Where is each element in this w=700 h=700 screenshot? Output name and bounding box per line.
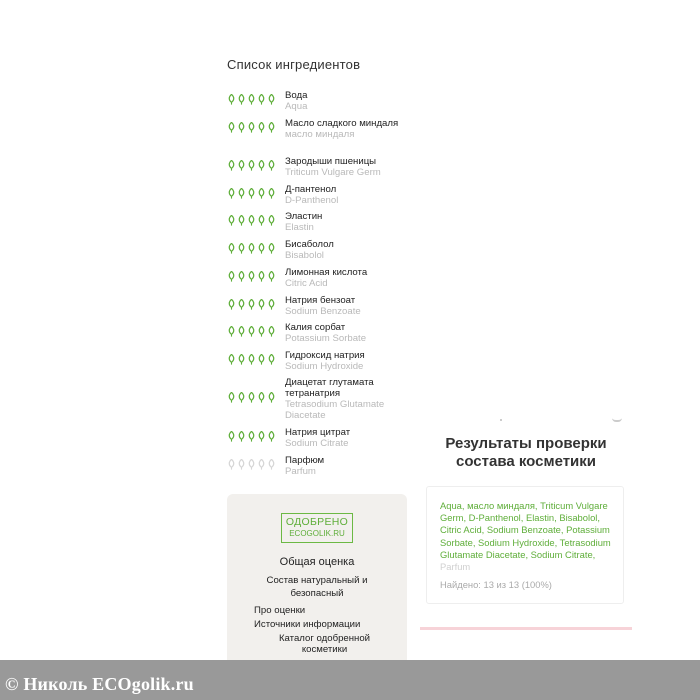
leaf-icon (227, 271, 236, 282)
ingredient-latin-name: Triticum Vulgare Germ (285, 167, 381, 178)
leaf-icon (257, 271, 266, 282)
ingredient-name: Зародыши пшеницы (285, 156, 377, 167)
ingredients-title: Список ингредиентов (227, 57, 361, 72)
leaf-icon (227, 243, 236, 254)
leaf-icon (227, 94, 236, 105)
safety-rating (227, 392, 276, 403)
leaf-icon (267, 354, 276, 365)
leaf-icon (247, 271, 256, 282)
ingredient-name: Парфюм (285, 455, 325, 466)
results-unmatched-ingredient: Parfum (440, 561, 471, 573)
ingredient-latin-name: Elastin (285, 222, 314, 233)
safety-rating (227, 215, 276, 226)
safety-rating (227, 243, 276, 254)
ingredient-names (285, 118, 415, 140)
leaf-icon (227, 215, 236, 226)
leaf-icon (237, 392, 246, 403)
safety-rating (227, 431, 276, 442)
leaf-icon (227, 122, 236, 133)
leaf-icon (267, 271, 276, 282)
leaf-icon (267, 215, 276, 226)
leaf-icon (267, 122, 276, 133)
leaf-icon (257, 431, 266, 442)
information-sources-link[interactable]: Источники информации (254, 619, 361, 630)
leaf-icon (237, 299, 246, 310)
overall-rating-title: Общая оценка (279, 556, 355, 568)
ingredient-names (285, 211, 415, 233)
ingredient-name: Диацетат глутамата тетранатрия (285, 377, 374, 399)
leaf-icon (247, 326, 256, 337)
leaf-icon (237, 94, 246, 105)
leaf-icon (247, 160, 256, 171)
results-title: Результаты проверки состава косметики (445, 435, 607, 470)
watermark-text: © Николь ECOgolik.ru (5, 674, 194, 694)
safety-rating (227, 326, 276, 337)
leaf-icon (247, 188, 256, 199)
leaf-icon (237, 459, 246, 470)
leaf-icon (267, 243, 276, 254)
leaf-icon (267, 160, 276, 171)
results-box (426, 486, 624, 604)
results-divider (420, 627, 632, 630)
ingredient-names (285, 156, 415, 178)
ingredient-latin-name: Parfum (285, 466, 316, 477)
results-matched-ingredients: Aqua, масло миндаля, Triticum Vulgare Germ, D-Panthenol, Elastin, Bisabolol, Citric Acid, Sodium Benzoate, Potassium Sorbate, Sodium Hydroxide, Tetrasodium Glutamate Diacetate, Sodium Citrate, (440, 500, 611, 560)
ingredient-names (285, 377, 415, 421)
ingredient-names (285, 295, 415, 317)
leaf-icon (257, 299, 266, 310)
panel-top-curve (612, 418, 622, 422)
summary-card (227, 494, 407, 670)
ingredient-name: Натрия бензоат (285, 295, 356, 306)
ingredient-name: Калия сорбат (285, 322, 346, 333)
leaf-icon (227, 188, 236, 199)
leaf-icon (247, 459, 256, 470)
leaf-icon (247, 299, 256, 310)
leaf-icon (247, 392, 256, 403)
ingredient-latin-name: масло миндаля (285, 129, 355, 140)
leaf-icon (237, 188, 246, 199)
ingredient-latin-name: Potassium Sorbate (285, 333, 367, 344)
safety-rating (227, 271, 276, 282)
ingredient-name: Д-пантенол (285, 184, 337, 195)
ingredient-names (285, 350, 415, 372)
panel-top-mark (500, 419, 502, 421)
ingredient-name: Лимонная кислота (285, 267, 368, 278)
safety-rating (227, 160, 276, 171)
ingredient-latin-name: Sodium Hydroxide (285, 361, 364, 372)
leaf-icon (237, 271, 246, 282)
leaf-icon (257, 94, 266, 105)
ingredient-name: Гидроксид натрия (285, 350, 365, 361)
leaf-icon (227, 299, 236, 310)
ingredient-names (285, 184, 415, 206)
leaf-icon (247, 431, 256, 442)
leaf-icon (257, 459, 266, 470)
leaf-icon (227, 160, 236, 171)
ingredient-latin-name: Aqua (285, 101, 308, 112)
leaf-icon (247, 94, 256, 105)
leaf-icon (257, 243, 266, 254)
ingredient-names (285, 427, 415, 449)
leaf-icon (267, 392, 276, 403)
ingredient-names (285, 90, 415, 112)
ingredient-latin-name: D-Panthenol (285, 195, 339, 206)
leaf-icon (227, 354, 236, 365)
leaf-icon (257, 392, 266, 403)
leaf-icon (237, 354, 246, 365)
results-found-count: Найдено: 13 из 13 (100%) (440, 579, 552, 590)
leaf-icon (227, 459, 236, 470)
results-panel (420, 425, 632, 635)
leaf-icon (267, 188, 276, 199)
leaf-icon (247, 122, 256, 133)
leaf-icon (257, 122, 266, 133)
safety-rating (227, 188, 276, 199)
leaf-icon (227, 431, 236, 442)
leaf-icon (247, 354, 256, 365)
leaf-icon (227, 326, 236, 337)
ingredient-name: Масло сладкого миндаля (285, 118, 399, 129)
results-ingredients-text (440, 500, 616, 573)
leaf-icon (257, 160, 266, 171)
leaf-icon (267, 299, 276, 310)
ingredient-name: Натрия цитрат (285, 427, 351, 438)
leaf-icon (267, 94, 276, 105)
leaf-icon (267, 459, 276, 470)
ingredient-latin-name: Bisabolol (285, 250, 324, 261)
leaf-icon (237, 243, 246, 254)
leaf-icon (257, 188, 266, 199)
safety-rating (227, 299, 276, 310)
ingredient-name: Вода (285, 90, 308, 101)
safety-rating (227, 459, 276, 470)
badge-subtitle: ECOGOLIK.RU (289, 529, 345, 538)
safety-rating (227, 94, 276, 105)
ingredient-latin-name: Tetrasodium Glutamate Diacetate (285, 399, 385, 421)
ingredient-latin-name: Sodium Benzoate (285, 306, 361, 317)
leaf-icon (257, 326, 266, 337)
overall-rating-text: Состав натуральный и безопасный (266, 575, 368, 599)
leaf-icon (237, 122, 246, 133)
ingredient-names (285, 322, 415, 344)
about-ratings-link[interactable]: Про оценки (254, 605, 306, 616)
leaf-icon (237, 160, 246, 171)
ingredient-name: Бисаболол (285, 239, 334, 250)
ingredient-latin-name: Citric Acid (285, 278, 328, 289)
leaf-icon (247, 243, 256, 254)
leaf-icon (267, 326, 276, 337)
ingredient-names (285, 239, 415, 261)
leaf-icon (237, 326, 246, 337)
leaf-icon (267, 431, 276, 442)
safety-rating (227, 354, 276, 365)
leaf-icon (227, 392, 236, 403)
safety-rating (227, 122, 276, 133)
leaf-icon (247, 215, 256, 226)
ingredient-names (285, 267, 415, 289)
approved-catalog-link[interactable]: Каталог одобренной косметики (278, 633, 371, 655)
leaf-icon (237, 431, 246, 442)
ingredient-names (285, 455, 415, 477)
ingredient-name: Эластин (285, 211, 323, 222)
badge-title: ОДОБРЕНО (285, 516, 349, 528)
leaf-icon (237, 215, 246, 226)
leaf-icon (257, 215, 266, 226)
leaf-icon (257, 354, 266, 365)
ingredient-latin-name: Sodium Citrate (285, 438, 349, 449)
approved-badge (281, 513, 353, 543)
